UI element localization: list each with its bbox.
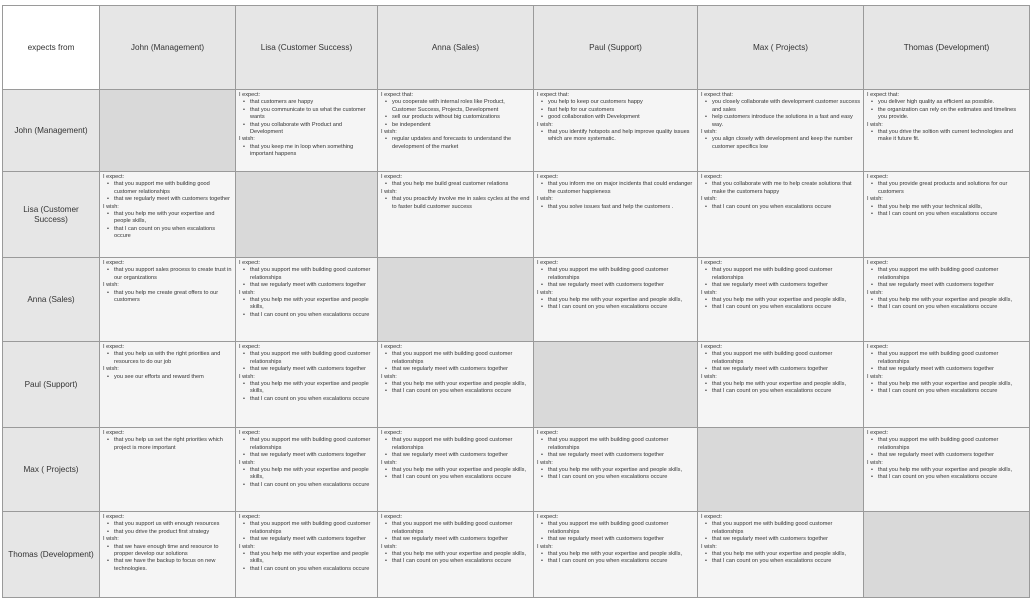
list-item: • that you help me with your expertise and people skills, (250, 467, 374, 482)
expect-list (381, 437, 530, 459)
list-item: • that I can count on you when escalations occure (548, 304, 694, 311)
list-item: • that you drive the product first strategy (114, 529, 232, 536)
list-item: • that we regularly meet with customers together (548, 282, 694, 289)
list-item: • that you communicate to us what the customer wants (250, 107, 374, 122)
expectation-cell (698, 512, 864, 598)
wish-label: I wish: (103, 366, 119, 373)
expect-list (103, 437, 232, 452)
wish-label: I wish: (867, 196, 883, 203)
list-item: • the organization can rely on the estimates and timelines you provide. (878, 107, 1026, 122)
expect-list (537, 437, 694, 459)
wish-list (239, 551, 374, 573)
expect-label: I expect: (103, 514, 125, 520)
column-header-max: Max ( Projects) (698, 6, 864, 90)
expectation-cell (698, 90, 864, 172)
wish-list (701, 204, 860, 211)
list-item: • that I can count on you when escalations occure (548, 558, 694, 565)
list-item: • that I can count on you when escalations occure (548, 474, 694, 481)
expectation-cell (698, 258, 864, 342)
table-row-john (3, 90, 1030, 172)
wish-list (537, 297, 694, 312)
expect-list (381, 99, 530, 129)
expectation-cell (864, 428, 1030, 512)
list-item: • that you keep me in loop when something important happens (250, 144, 374, 159)
table-row-paul (3, 342, 1030, 428)
expect-list (701, 267, 860, 289)
expect-label: I expect: (239, 514, 261, 520)
expect-label: I expect: (701, 344, 723, 350)
list-item: • that you support me with building good customer relationships (250, 437, 374, 452)
wish-list (537, 204, 694, 211)
expect-list (239, 99, 374, 136)
self-cell (864, 512, 1030, 598)
expect-label: I expect: (239, 92, 261, 98)
list-item: • that we regularly meet with customers together (114, 196, 232, 203)
wish-list (701, 297, 860, 312)
expect-label: I expect: (103, 260, 125, 266)
list-item: • that you help me with your expertise and people skills, (548, 297, 694, 304)
expect-label: I expect: (537, 174, 559, 180)
expectation-cell (378, 342, 534, 428)
expectation-cell (698, 172, 864, 258)
row-header-john: John (Management) (3, 90, 100, 172)
list-item: • you see our efforts and reward them (114, 374, 232, 381)
list-item: • that we regularly meet with customers together (250, 452, 374, 459)
expect-list (239, 521, 374, 543)
wish-label: I wish: (867, 121, 883, 128)
expect-list (867, 267, 1026, 289)
list-item: • that we regularly meet with customers together (392, 366, 530, 373)
list-item: • that I can count on you when escalations occure (712, 204, 860, 211)
list-item: • you cooperate with internal roles like Product, Customer Success, Projects, Development (392, 99, 530, 114)
wish-list (103, 374, 232, 381)
expect-list (867, 437, 1026, 459)
expectation-cell (378, 428, 534, 512)
wish-label: I wish: (381, 188, 397, 195)
list-item: • that we regularly meet with customers together (548, 536, 694, 543)
row-header-paul: Paul (Support) (3, 342, 100, 428)
list-item: • that I can count on you when escalations occure (250, 566, 374, 573)
list-item: • that I can count on you when escalations occure (392, 558, 530, 565)
list-item: • that I can count on you when escalations occure (878, 304, 1026, 311)
expect-label: I expect: (239, 430, 261, 436)
list-item: • that we regularly meet with customers together (712, 366, 860, 373)
wish-list (381, 136, 530, 151)
expect-list (239, 351, 374, 373)
list-item: • that we have enough time and resource to propper develop our solutions (114, 544, 232, 559)
list-item: • that you support me with building good customer relationships (548, 521, 694, 536)
expectation-cell (534, 512, 698, 598)
wish-label: I wish: (701, 373, 717, 380)
expect-label: I expect: (381, 174, 403, 180)
expect-list (537, 181, 694, 196)
header-row (3, 6, 1030, 90)
wish-label: I wish: (867, 289, 883, 296)
expectation-cell (236, 342, 378, 428)
list-item: • that we regularly meet with customers together (712, 536, 860, 543)
list-item: • that I can count on you when escalations occure (878, 388, 1026, 395)
list-item: • that you help me build great customer relations (392, 181, 530, 188)
self-cell (534, 342, 698, 428)
wish-list (239, 381, 374, 403)
list-item: • that we regularly meet with customers together (878, 366, 1026, 373)
list-item: • that you help me with your expertise and people skills, (712, 551, 860, 558)
list-item: • that you support me with building good customer relationships (712, 351, 860, 366)
wish-list (103, 544, 232, 574)
self-cell (378, 258, 534, 342)
wish-label: I wish: (239, 459, 255, 466)
wish-list (867, 204, 1026, 219)
wish-label: I wish: (103, 282, 119, 289)
list-item: • that you support me with building good customer relationships (712, 521, 860, 536)
wish-list (537, 551, 694, 566)
expect-list (239, 437, 374, 459)
list-item: • that you help me with your expertise and people skills, (878, 381, 1026, 388)
expect-label: I expect: (867, 174, 889, 180)
table-row-max (3, 428, 1030, 512)
list-item: • that you help me with your expertise and people skills, (548, 467, 694, 474)
wish-list (239, 467, 374, 489)
list-item: • you closely collaborate with development customer success and sales (712, 99, 860, 114)
list-item: • help customers introduce the solutions in a fast and easy way. (712, 114, 860, 129)
wish-list (537, 129, 694, 144)
expectation-cell (236, 258, 378, 342)
self-cell (100, 90, 236, 172)
expect-label: I expect: (701, 260, 723, 266)
expectation-cell (864, 172, 1030, 258)
expectation-cell (100, 172, 236, 258)
list-item: • that you help us with the right priorities and resources to do our job (114, 351, 232, 366)
expect-list (537, 521, 694, 543)
wish-list (537, 467, 694, 482)
wish-label: I wish: (103, 536, 119, 543)
wish-label: I wish: (537, 121, 553, 128)
expect-list (867, 99, 1026, 121)
expect-list (537, 99, 694, 121)
expectation-cell (100, 512, 236, 598)
expectation-cell (236, 512, 378, 598)
list-item: • that you help me with your expertise and people skills, (712, 381, 860, 388)
column-header-paul: Paul (Support) (534, 6, 698, 90)
expect-label: I expect: (239, 260, 261, 266)
expect-list (537, 267, 694, 289)
wish-list (239, 144, 374, 159)
list-item: • that you support me with building good customer relationships (548, 437, 694, 452)
list-item: • that you help me with your expertise and people skills, (392, 467, 530, 474)
expect-label: I expect that: (701, 92, 734, 98)
expectation-cell (378, 512, 534, 598)
expectation-cell (236, 90, 378, 172)
expect-label: I expect: (103, 344, 125, 350)
list-item: • that we regularly meet with customers together (878, 282, 1026, 289)
list-item: • that I can count on you when escalations occure (250, 312, 374, 319)
list-item: • that you help me with your technical skills, (878, 204, 1026, 211)
list-item: • that you support me with building good customer relationships (392, 351, 530, 366)
list-item: • that you help me with your expertise and people skills, (878, 467, 1026, 474)
expect-list (103, 351, 232, 366)
list-item: • that we regularly meet with customers together (392, 452, 530, 459)
wish-label: I wish: (537, 289, 553, 296)
wish-label: I wish: (537, 459, 553, 466)
expectation-cell (534, 172, 698, 258)
list-item: • that you help me with your expertise and people skills, (114, 211, 232, 226)
expect-list (867, 181, 1026, 196)
column-header-anna: Anna (Sales) (378, 6, 534, 90)
list-item: • that you help me with your expertise and people skills, (392, 381, 530, 388)
list-item: • that you help me with your expertise and people skills, (878, 297, 1026, 304)
wish-label: I wish: (701, 289, 717, 296)
list-item: • that we regularly meet with customers together (250, 536, 374, 543)
wish-list (701, 136, 860, 151)
wish-label: I wish: (381, 129, 397, 136)
list-item: • that I can count on you when escalations occure (878, 474, 1026, 481)
list-item: • sell our products without big customizations (392, 114, 530, 121)
list-item: • that you help me with your expertise and people skills, (548, 551, 694, 558)
wish-label: I wish: (701, 196, 717, 203)
wish-list (103, 211, 232, 241)
expect-list (701, 181, 860, 196)
list-item: • that you help me with your expertise and people skills, (712, 297, 860, 304)
expect-label: I expect: (537, 430, 559, 436)
list-item: • that I can count on you when escalations occure (250, 482, 374, 489)
list-item: • that you support me with building good customer relationships (548, 267, 694, 282)
list-item: • that we have the backup to focus on new technologies. (114, 558, 232, 573)
expect-label: I expect: (537, 260, 559, 266)
wish-list (701, 381, 860, 396)
list-item: • good collaboration with Development (548, 114, 694, 121)
list-item: • that I can count on you when escalations occure (250, 396, 374, 403)
list-item: • that you support us with enough resources (114, 521, 232, 528)
row-header-max: Max ( Projects) (3, 428, 100, 512)
expect-label: I expect that: (867, 92, 900, 98)
wish-label: I wish: (867, 459, 883, 466)
list-item: • that I can count on you when escalations occure (392, 388, 530, 395)
list-item: • that I can count on you when escalations occure (712, 558, 860, 565)
expectation-cell (100, 258, 236, 342)
list-item: • that we regularly meet with customers together (250, 282, 374, 289)
expectation-cell (378, 90, 534, 172)
expect-label: I expect: (701, 514, 723, 520)
expect-label: I expect: (867, 430, 889, 436)
list-item: • that customers are happy (250, 99, 374, 106)
expect-list (701, 99, 860, 129)
list-item: • that you support me with building good customer relationships (114, 181, 232, 196)
list-item: • you align closely with development and keep the number customer specifics low (712, 136, 860, 151)
expect-label: I expect: (103, 430, 125, 436)
list-item: • that you collaborate with me to help create solutions that make the customers happy (712, 181, 860, 196)
list-item: • that you support me with building good customer relationships (250, 351, 374, 366)
wish-list (103, 290, 232, 305)
self-cell (698, 428, 864, 512)
expectation-cell (378, 172, 534, 258)
wish-label: I wish: (537, 196, 553, 203)
list-item: • that I can count on you when escalations occure (712, 388, 860, 395)
list-item: • that you support me with building good customer relationships (250, 267, 374, 282)
list-item: • that we regularly meet with customers together (250, 366, 374, 373)
wish-list (867, 297, 1026, 312)
list-item: • that you provide great products and solutions for our customers (878, 181, 1026, 196)
list-item: • that you help us set the right priorities which project is more important (114, 437, 232, 452)
expect-list (701, 351, 860, 373)
list-item: • that you support me with building good customer relationships (878, 267, 1026, 282)
wish-label: I wish: (537, 543, 553, 550)
expect-label: I expect: (867, 260, 889, 266)
list-item: • that you support me with building good customer relationships (392, 437, 530, 452)
expectation-cell (100, 428, 236, 512)
list-item: • that you support sales process to create trust in our organizations (114, 267, 232, 282)
expect-list (381, 181, 530, 188)
expectation-cell (864, 258, 1030, 342)
wish-list (701, 551, 860, 566)
wish-label: I wish: (239, 373, 255, 380)
expect-label: I expect: (381, 514, 403, 520)
table-row-lisa (3, 172, 1030, 258)
wish-label: I wish: (701, 129, 717, 136)
row-header-anna: Anna (Sales) (3, 258, 100, 342)
expect-list (103, 521, 232, 536)
expect-list (381, 351, 530, 373)
wish-list (867, 467, 1026, 482)
wish-list (381, 467, 530, 482)
expectation-cell (864, 90, 1030, 172)
expectation-cell (864, 342, 1030, 428)
wish-list (867, 129, 1026, 144)
list-item: • that you help me with your expertise and people skills, (250, 297, 374, 312)
wish-label: I wish: (381, 459, 397, 466)
list-item: • that I can count on you when escalations occure (878, 211, 1026, 218)
expect-label: I expect: (239, 344, 261, 350)
wish-list (381, 551, 530, 566)
list-item: • that you support me with building good customer relationships (712, 267, 860, 282)
wish-label: I wish: (239, 289, 255, 296)
expect-label: I expect: (381, 344, 403, 350)
wish-list (381, 196, 530, 211)
list-item: • be independent (392, 122, 530, 129)
self-cell (236, 172, 378, 258)
table-row-anna (3, 258, 1030, 342)
wish-label: I wish: (239, 543, 255, 550)
list-item: • that you help me create great offers to our customers (114, 290, 232, 305)
wish-label: I wish: (381, 543, 397, 550)
row-header-lisa: Lisa (Customer Success) (3, 172, 100, 258)
expectation-cell (236, 428, 378, 512)
expectation-cell (534, 258, 698, 342)
list-item: • that I can count on you when escalations occure (114, 226, 232, 241)
expectation-cell (534, 428, 698, 512)
expect-list (701, 521, 860, 543)
list-item: • that you support me with building good customer relationships (250, 521, 374, 536)
list-item: • that we regularly meet with customers together (712, 282, 860, 289)
table-row-thomas (3, 512, 1030, 598)
expect-list (381, 521, 530, 543)
expect-list (103, 267, 232, 282)
list-item: • that you inform me on major incidents that could endanger the customer happieness (548, 181, 694, 196)
list-item: • that we regularly meet with customers together (548, 452, 694, 459)
expect-label: I expect: (103, 174, 125, 180)
wish-label: I wish: (381, 373, 397, 380)
list-item: • that you support me with building good customer relationships (878, 351, 1026, 366)
row-header-thomas: Thomas (Development) (3, 512, 100, 598)
list-item: • that you proactivly involve me in sales cycles at the end to faster build customer success (392, 196, 530, 211)
list-item: • fast help for our customers (548, 107, 694, 114)
expectation-cell (100, 342, 236, 428)
list-item: • that you drive the soltion with current technologies and make it future fit. (878, 129, 1026, 144)
expectations-matrix (2, 5, 1030, 598)
list-item: • that you collaborate with Product and Development (250, 122, 374, 137)
expect-label: I expect that: (537, 92, 570, 98)
list-item: • that we regularly meet with customers together (878, 452, 1026, 459)
list-item: • that I can count on you when escalations occure (392, 474, 530, 481)
expect-label: I expect: (537, 514, 559, 520)
list-item: • regular updates and forecasts to understand the development of the market (392, 136, 530, 151)
list-item: • that I can count on you when escalations occure (712, 304, 860, 311)
list-item: • that we regularly meet with customers together (392, 536, 530, 543)
list-item: • that you support me with building good customer relationships (878, 437, 1026, 452)
expect-list (239, 267, 374, 289)
column-header-thomas: Thomas (Development) (864, 6, 1030, 90)
expect-label: I expect: (867, 344, 889, 350)
wish-label: I wish: (867, 373, 883, 380)
expectation-cell (534, 90, 698, 172)
list-item: • you help to keep our customers happy (548, 99, 694, 106)
wish-list (381, 381, 530, 396)
expect-label: I expect: (381, 430, 403, 436)
list-item: • that you help me with your expertise and people skills, (392, 551, 530, 558)
corner-label: expects from (3, 6, 100, 90)
list-item: • that you help me with your expertise and people skills, (250, 381, 374, 396)
list-item: • you deliver high quality as efficient as possible. (878, 99, 1026, 106)
list-item: • that you help me with your expertise and people skills, (250, 551, 374, 566)
expect-label: I expect that: (381, 92, 414, 98)
wish-list (239, 297, 374, 319)
list-item: • that you solve issues fast and help the customers . (548, 204, 694, 211)
column-header-john: John (Management) (100, 6, 236, 90)
list-item: • that you support me with building good customer relationships (392, 521, 530, 536)
column-header-lisa: Lisa (Customer Success) (236, 6, 378, 90)
expect-list (867, 351, 1026, 373)
wish-list (867, 381, 1026, 396)
wish-label: I wish: (103, 203, 119, 210)
expectation-cell (698, 342, 864, 428)
wish-label: I wish: (239, 136, 255, 143)
expect-label: I expect: (701, 174, 723, 180)
expect-list (103, 181, 232, 203)
list-item: • that you identify hotspots and help improve quality issues which are more systematic. (548, 129, 694, 144)
wish-label: I wish: (701, 543, 717, 550)
